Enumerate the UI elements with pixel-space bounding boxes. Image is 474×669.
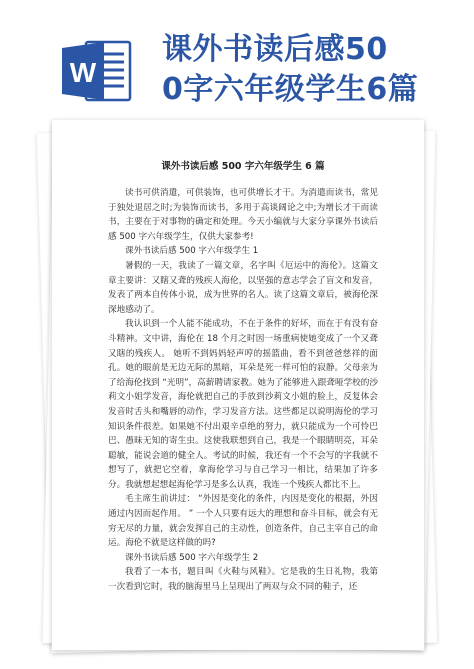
document-title xyxy=(162,30,462,110)
body-paragraph: 我认识到一个人能不能成功，不在于条件的好坏，而在于有没有奋斗精神。文中讲，海伦在 18 个月之时因一场重病使她变成了一个又聋又瞎的残疾人。 她听不到妈妈轻声哼的摇篮曲，看不到爸爸慈祥的面孔。她的眼前是无边无际的黑暗，耳朵是死一样可怕的寂静。父母亲为了给海伦找到 “光明”，高薪聘请家教。她为了能够进入跟聋哑学校的沙莉文小姐学发音，海伦就把自己的手放到沙莉文小姐的脸上，反复体会发音时舌头和嘴唇的动作，学习发音方法。这些都足以说明海伦的学习知识条件很差。如果她不付出艰辛卓绝的努力，就只能成为一个可怜巴巴、愚昧无知的寄生虫。这使我联想到自己，我是一个眼睛明亮，耳朵聪敏，能说会道的健全人。考试的时候，我还有一个不会写的字我就不想写了，就把它空着，拿海伦学习与自己学习一相比，结果加了许多分。我就想起想起海伦学习是多么认真，我连一个残疾人都比不上。 xyxy=(108,319,378,490)
body-paragraph: 暑假的一天，我读了一篇文章，名字叫《厄运中的海伦》。这篇文章主要讲：又瞎又聋的残疾人海伦，以坚强的意志学会了盲文和发音，发表了两本自传体小说，成为世界的名人。读了这篇文章后，被海伦深深地感动了。 xyxy=(108,260,378,315)
section-heading: 课外书读后感 500 字六年级学生 1 xyxy=(125,246,259,257)
body-paragraph: 我看了一本书，题目叫《火鞋与风鞋》。它是我的生日礼物，我第一次看到它时，我的脑海里马上呈现出了两双与众不同的鞋子，还 xyxy=(108,567,378,593)
word-logo-letter: W xyxy=(69,57,97,88)
document-page xyxy=(52,120,424,650)
body-paragraph: 毛主席生前讲过： “外因是变化的条件，内因是变化的根据，外因通过内因而起作用。 ” 一个人只要有远大的理想和奋斗目标，就会有无穷无尽的力量，就会发挥自己的主动性，创造条件，自己主宰自己的命运。海伦不就是这样做的吗? xyxy=(108,494,378,549)
intro-paragraph: 读书可供消遣，可供装饰，也可供增长才干。为消遣而读书，常见于独处退居之时;为装饰而读书，多用于高谈阔论之中;为增长才干而读书，主要在于对事物的确定和处理。今天小编就与大家分享课外书读后感 500 字六年级学生，仅供大家参考! xyxy=(108,188,378,242)
page-heading: 课外书读后感 500 字六年级学生 6 篇 xyxy=(161,161,325,172)
header-banner xyxy=(0,0,474,116)
document-title-line-1: 课外书读后感50 xyxy=(162,32,388,67)
page-content xyxy=(108,158,378,595)
document-title-line-2: 0字六年级学生6篇 xyxy=(162,72,419,107)
section-heading: 课外书读后感 500 字六年级学生 2 xyxy=(125,552,259,563)
word-document-icon xyxy=(62,40,134,102)
